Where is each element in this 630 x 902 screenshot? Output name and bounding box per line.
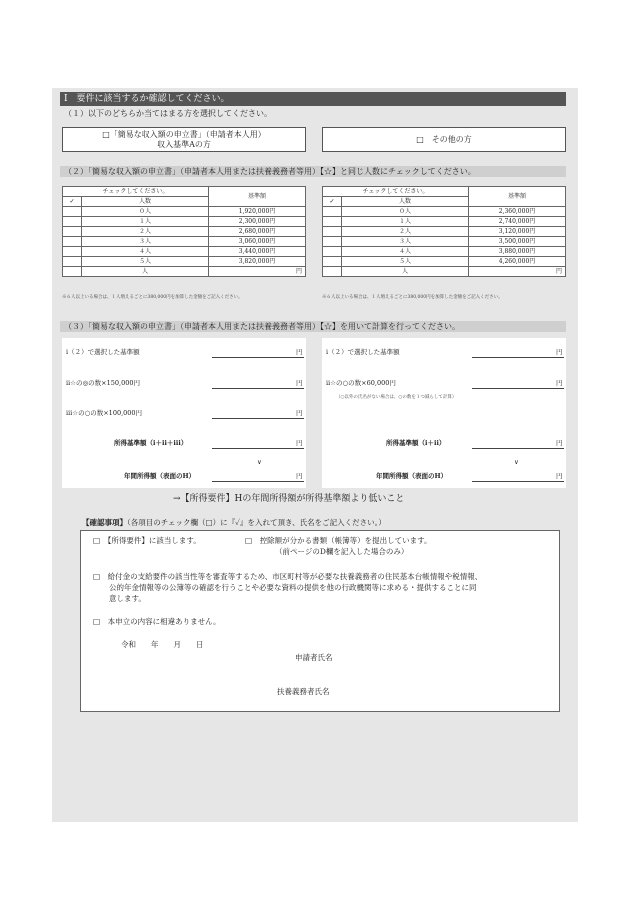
calc-right-total-label: 所得基準額（ⅰ＋ⅱ）	[386, 439, 446, 447]
row-checkbox[interactable]	[63, 237, 82, 247]
row-checkbox[interactable]	[323, 267, 342, 277]
amount-cell: 2,360,000円	[469, 207, 566, 217]
people-cell: ３人	[342, 237, 469, 247]
confirm-item-consent-line1[interactable]: □ 給付金の支給要件の該当性等を審査等するため、市区町村等が必要な扶養義務者の住民基本台帳情報や税情報、	[93, 572, 483, 581]
calc-right-ii-field[interactable]	[472, 388, 564, 389]
people-header: 人数	[82, 197, 209, 207]
yen-label: 円	[296, 472, 303, 480]
gte-symbol: ∨	[257, 458, 262, 466]
calc-right-annual-field[interactable]	[472, 481, 564, 482]
table-row	[63, 237, 306, 247]
amount-cell: 円	[209, 267, 306, 277]
amount-cell: 1,920,000円	[209, 207, 306, 217]
row-checkbox[interactable]	[323, 237, 342, 247]
confirm-box	[80, 530, 560, 712]
choice-income-standard-a[interactable]	[62, 127, 306, 152]
choice-other[interactable]	[322, 127, 566, 152]
people-cell: 人	[82, 267, 209, 277]
calc-right-annual-label: 年間所得額（表面のH）	[376, 472, 448, 480]
calc-left-i-label: ⅰ（２）で選択した基準額	[66, 348, 140, 356]
amount-cell: 3,120,000円	[469, 227, 566, 237]
row-checkbox[interactable]	[323, 217, 342, 227]
yen-label: 円	[296, 348, 303, 356]
guardian-name-label: 扶養義務者氏名	[277, 687, 330, 696]
choice-right-label: □ その他の方	[416, 134, 472, 144]
table-row	[323, 267, 566, 277]
people-cell: ３人	[82, 237, 209, 247]
table-row	[63, 207, 306, 217]
people-cell: ５人	[342, 257, 469, 267]
subsection-1-label: （１）以下のどちらか当てはまる方を選択してください。	[64, 109, 272, 118]
standard-amount-table-left	[62, 186, 306, 277]
row-checkbox[interactable]	[63, 207, 82, 217]
yen-label: 円	[296, 439, 303, 447]
confirm-item-income[interactable]: □ 【所得要件】に該当します。	[93, 536, 201, 545]
yen-label: 円	[556, 379, 563, 387]
row-checkbox[interactable]	[323, 247, 342, 257]
amount-header: 基準額	[469, 187, 566, 207]
row-checkbox[interactable]	[63, 257, 82, 267]
people-header: 人数	[342, 197, 469, 207]
row-checkbox[interactable]	[63, 227, 82, 237]
people-cell: ５人	[82, 257, 209, 267]
standard-amount-table-right	[322, 186, 566, 277]
confirm-title	[82, 517, 386, 528]
row-checkbox[interactable]	[323, 227, 342, 237]
yen-label: 円	[296, 409, 303, 417]
applicant-name-label: 申請者氏名	[295, 653, 333, 662]
amount-cell: 3,500,000円	[469, 237, 566, 247]
amount-header: 基準額	[209, 187, 306, 207]
people-cell: ４人	[82, 247, 209, 257]
check-mark: ✓	[323, 197, 342, 207]
amount-cell: 2,680,000円	[209, 227, 306, 237]
date-field[interactable]: 令和 年 月 日	[121, 640, 204, 649]
confirm-item-deduction[interactable]: □ 控除額が分かる書類（帳簿等）を提出しています。	[245, 536, 432, 545]
yen-label: 円	[556, 348, 563, 356]
table-row	[63, 247, 306, 257]
calc-right-i-label: ⅰ（２）で選択した基準額	[326, 348, 400, 356]
calc-left-annual-field[interactable]	[212, 481, 304, 482]
table-row	[323, 227, 566, 237]
confirm-item-truthful[interactable]: □ 本申立の内容に相違ありません。	[93, 617, 221, 626]
table-row	[323, 237, 566, 247]
income-requirement-conclusion: →【所得要件】Hの年間所得額が所得基準額より低いこと	[173, 494, 405, 504]
choice-left-line2: 収入基準Aの方	[157, 139, 211, 149]
confirm-title-bold: 【確認事項】	[82, 518, 127, 527]
calc-left-total-field[interactable]	[212, 448, 304, 449]
amount-cell: 4,260,000円	[469, 257, 566, 267]
confirm-title-rest: （各項目のチェック欄（□）に『✓』を入れて頂き、氏名をご記入ください。）	[127, 518, 386, 527]
table-left-note: ※６人以上いる場合は、１人増えるごとに380,000円を加算した金額をご記入ください。	[62, 295, 243, 300]
people-cell: ０人	[342, 207, 469, 217]
calc-box-left	[62, 338, 306, 488]
table-row	[63, 217, 306, 227]
people-cell: 人	[342, 267, 469, 277]
table-row	[63, 267, 306, 277]
amount-cell: 3,880,000円	[469, 247, 566, 257]
table-right-note: ※６人以上いる場合は、１人増えるごとに380,000円を加算した金額をご記入ください。	[322, 295, 503, 300]
table-row	[323, 257, 566, 267]
confirm-item-consent-line3: 意します。	[109, 594, 146, 603]
calc-left-i-field[interactable]	[212, 357, 304, 358]
table-row	[323, 207, 566, 217]
calc-right-i-field[interactable]	[472, 357, 564, 358]
amount-cell: 2,740,000円	[469, 217, 566, 227]
row-checkbox[interactable]	[63, 267, 82, 277]
yen-label: 円	[556, 439, 563, 447]
amount-cell: 3,820,000円	[209, 257, 306, 267]
calc-left-iii-field[interactable]	[212, 418, 304, 419]
table-row	[63, 227, 306, 237]
calc-right-total-field[interactable]	[472, 448, 564, 449]
yen-label: 円	[296, 379, 303, 387]
people-cell: ０人	[82, 207, 209, 217]
calc-right-ii-note: （○以外の氏名がない場合は、○の数を１つ減らして計算）	[336, 395, 457, 400]
amount-cell: 3,440,000円	[209, 247, 306, 257]
calc-left-ii-field[interactable]	[212, 388, 304, 389]
table-row	[63, 257, 306, 267]
confirm-item-deduction-note: （前ページのD欄を記入した場合のみ）	[275, 547, 409, 556]
people-cell: １人	[82, 217, 209, 227]
calc-left-total-label: 所得基準額（ⅰ＋ⅱ＋ⅲ）	[114, 439, 188, 447]
calc-right-ii-label: ⅱ☆の○の数×60,000円	[326, 379, 396, 387]
row-checkbox[interactable]	[323, 207, 342, 217]
choice-left-line1: □「簡易な収入額の申立書」（申請者本人用）	[102, 129, 266, 139]
gte-symbol: ∨	[514, 458, 519, 466]
row-checkbox[interactable]	[63, 217, 82, 227]
table-row	[323, 217, 566, 227]
calc-left-annual-label: 年間所得額（表面のH）	[124, 472, 196, 480]
people-cell: ２人	[342, 227, 469, 237]
people-cell: １人	[342, 217, 469, 227]
check-header: チェックしてください。	[63, 187, 209, 197]
amount-cell: 2,300,000円	[209, 217, 306, 227]
yen-label: 円	[556, 472, 563, 480]
check-header: チェックしてください。	[323, 187, 469, 197]
section-header: I 要件に該当するか確認してください。	[60, 92, 566, 106]
calc-left-iii-label: ⅲ☆の○の数×100,000円	[66, 409, 143, 417]
table-row	[323, 247, 566, 257]
amount-cell: 3,060,000円	[209, 237, 306, 247]
calc-left-ii-label: ⅱ☆の◎の数×150,000円	[66, 379, 140, 387]
subsection-3-label: （３）「簡易な収入額の申立書」（申請者本人用または扶養義務者等用）【☆】を用いて計算を行ってください。	[60, 321, 566, 332]
calc-box-right	[322, 338, 566, 488]
check-mark: ✓	[63, 197, 82, 207]
confirm-item-consent-line2: 公的年金情報等の公簿等の確認を行うことや必要な資料の提供を他の行政機関等に求める・提供することに同	[109, 583, 477, 592]
row-checkbox[interactable]	[63, 247, 82, 257]
row-checkbox[interactable]	[323, 257, 342, 267]
amount-cell: 円	[469, 267, 566, 277]
people-cell: ４人	[342, 247, 469, 257]
people-cell: ２人	[82, 227, 209, 237]
subsection-2-label: （２）「簡易な収入額の申立書」（申請者本人用または扶養義務者等用）【☆】と同じ人数にチェックしてください。	[60, 166, 566, 177]
